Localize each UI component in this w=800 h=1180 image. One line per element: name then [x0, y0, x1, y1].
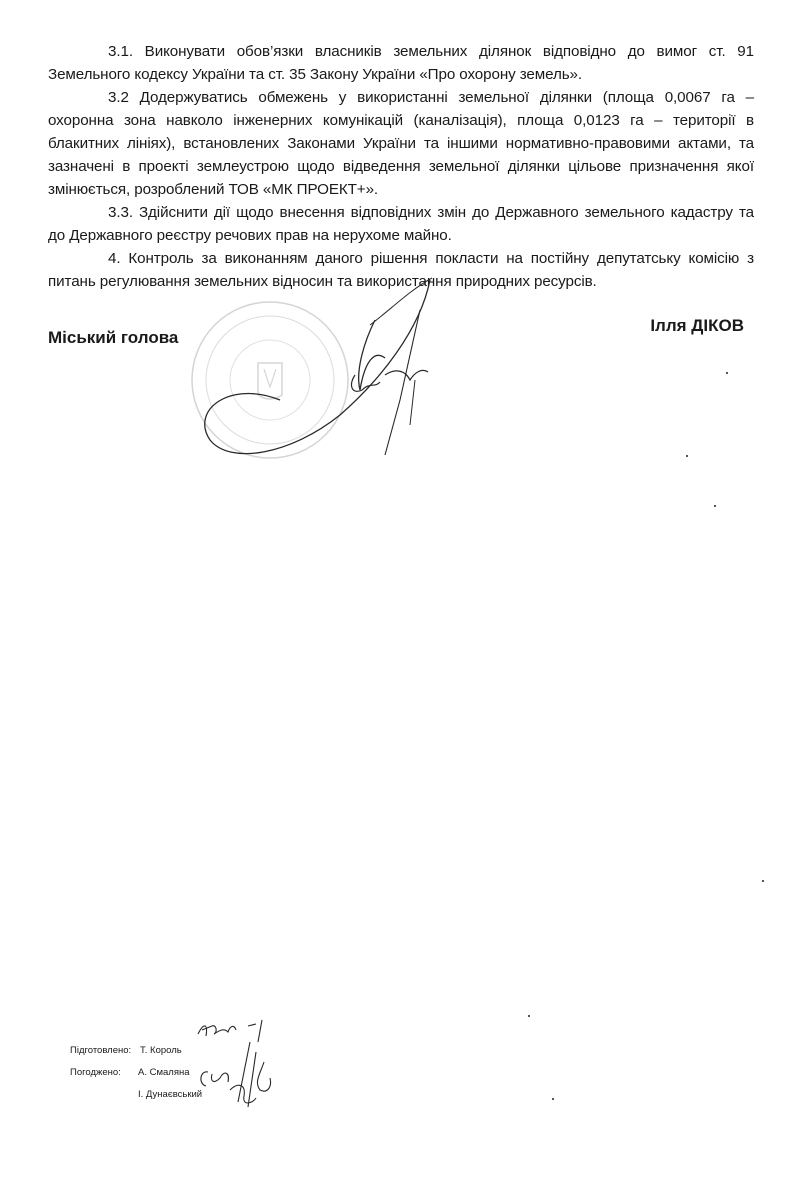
scan-speck: [686, 455, 688, 457]
agreed-name-1: А. Смаляна: [138, 1067, 190, 1078]
agreed-label: Погоджено:: [70, 1067, 121, 1078]
paragraph-4: 4. Контроль за виконанням даного рішення покласти на постійну депутатську комісію з питань регулювання земельних відносин та використання природних ресурсів.: [48, 250, 754, 290]
scan-speck: [714, 505, 716, 507]
signer-name: Ілля ДІКОВ: [650, 316, 744, 335]
prepared-name: Т. Король: [140, 1045, 182, 1056]
scan-speck: [762, 880, 764, 882]
prepared-label: Підготовлено:: [70, 1045, 132, 1056]
agreed-name-2: І. Дунаєвський: [138, 1089, 203, 1100]
paragraph-3-3: 3.3. Здійснити дії щодо внесення відповідних змін до Державного земельного кадастру та до Державного реєстру речових прав на нерухоме майно.: [48, 204, 754, 244]
scan-speck: [726, 372, 728, 374]
paragraph-3-2: 3.2 Додержуватись обмежень у використанні земельної ділянки (площа 0,0067 га – охоронна зона навколо інженерних комунікацій (каналізація), площа 0,0123 га – території в блакитних лініях), встановлених Законами України та іншими нормативно-правовими актами, та зазначені в проекті землеустрою щодо відведення земельної ділянки цільове призначення якої змінюється, розроблений ТОВ «МК ПРОЕКТ+».: [48, 89, 754, 198]
signature-block: [48, 316, 744, 346]
scan-speck: [552, 1098, 554, 1100]
mayor-signature: [170, 250, 470, 470]
scan-speck: [528, 1015, 530, 1017]
paragraph-3-1: 3.1. Виконувати обов’язки власників земельних ділянок відповідно до вимог ст. 91 Земельного кодексу України та ст. 35 Закону України «Про охорону земель».: [48, 43, 754, 83]
signer-title: Міський голова: [48, 328, 179, 347]
approval-initials: [190, 1012, 300, 1122]
